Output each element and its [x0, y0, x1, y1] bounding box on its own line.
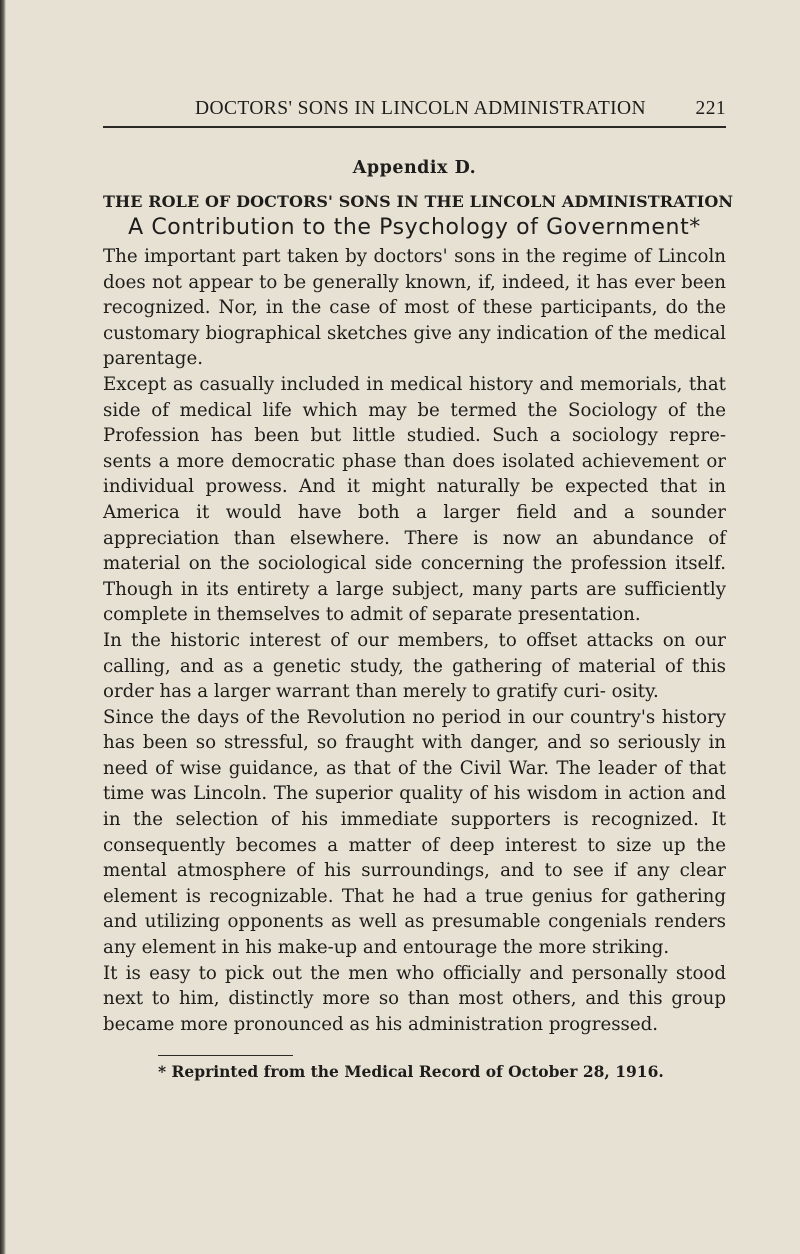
page-number: 221	[695, 98, 726, 119]
body-paragraph-2: Except as casually included in medical history and memorials, that side of medical life which may be termed the Sociology of the Profession has been but little studied. Such a sociology repre- sents a more democratic phase than does isolated achievement or individual prowess. And it might naturally be expected that in America it would have both a larger field and a sounder appreciation than elsewhere. There is now an abundance of material on the sociological side concerning the profession itself. Though in its entirety a large subject, many parts are sufficiently complete in themselves to admit of separate presentation.	[103, 373, 726, 626]
footnote-rule	[158, 1055, 293, 1056]
body-paragraph-4: Since the days of the Revolution no period in our country's history has been so stressful, so fraught with danger, and so seriously in need of wise guidance, as that of the Civil War. The leader of that time was Lincoln. The superior quality of his wisdom in action and in the selection of his immediate supporters is recognized. It consequently becomes a matter of deep interest to size up the mental atmosphere of his surroundings, and to see if any clear element is recognizable. That he had a true genius for gathering and utilizing opponents as well as presumable congenials renders any element in his make-up and entourage the more striking.	[103, 706, 726, 959]
page-binding-edge	[0, 0, 6, 1254]
appendix-label: Appendix D.	[352, 158, 477, 178]
body-paragraph-1: The important part taken by doctors' sons in the regime of Lincoln does not appear to be generally known, if, indeed, it has ever been recognized. Nor, in the case of most of these participants, do the customary biographical sketches give any indication of the medical parentage.	[103, 246, 726, 370]
running-title: DOCTORS' SONS IN LINCOLN ADMINISTRATION	[195, 98, 647, 119]
document-subtitle: A Contribution to the Psychology of Government*	[128, 215, 701, 240]
body-paragraph-3: In the historic interest of our members, to offset attacks on our calling, and as a genetic study, the gathering of material of this order has a larger warrant than merely to gratify curi- osity.	[103, 629, 726, 703]
body-paragraph-5: It is easy to pick out the men who officially and personally stood next to him, distinctly more so than most others, and this group became more pronounced as his administration progressed.	[103, 962, 726, 1035]
book-page	[103, 92, 734, 1082]
document-title: THE ROLE OF DOCTORS' SONS IN THE LINCOLN ADMINISTRATION	[103, 192, 734, 211]
running-head	[103, 92, 726, 128]
footnote: * Reprinted from the Medical Record of October 28, 1916.	[158, 1062, 664, 1082]
